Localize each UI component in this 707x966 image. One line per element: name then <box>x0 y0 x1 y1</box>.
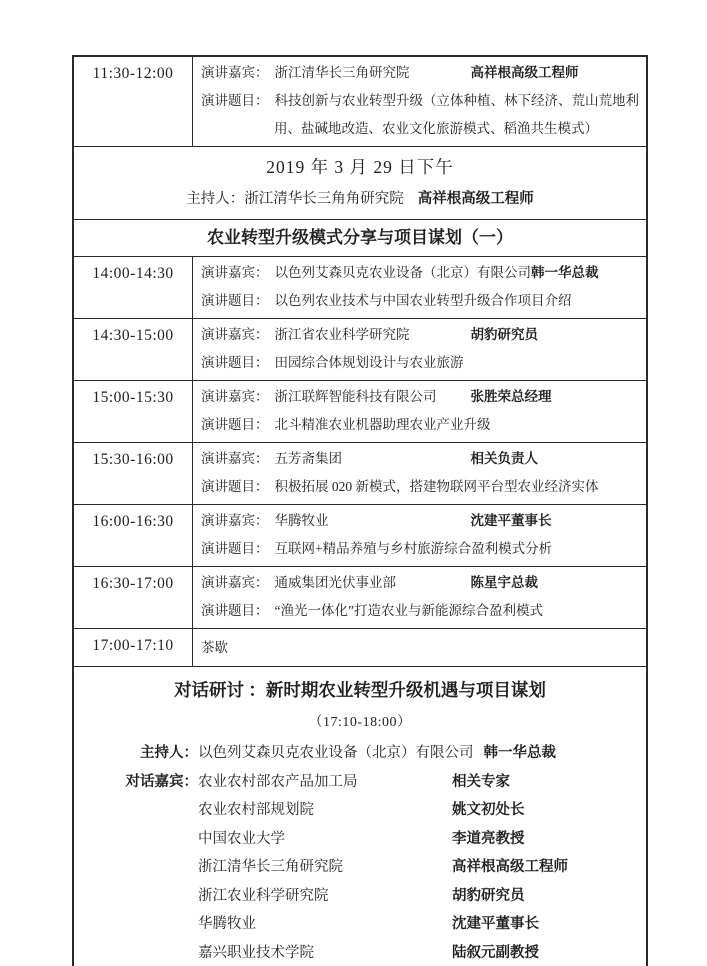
dialogue-host-label: 主持人： <box>140 745 198 761</box>
guest-org: 中国农业大学 <box>198 830 285 847</box>
section-title: 农业转型升级模式分享与项目谋划（一） <box>74 220 646 257</box>
speaker-org: 浙江联辉智能科技有限公司 <box>274 389 437 404</box>
guest-name: 姚文初处长 <box>452 802 525 818</box>
dialogue-guest-line <box>74 768 646 797</box>
speaker-name: 相关负责人 <box>470 451 538 466</box>
topic-text: 科技创新与农业转型升级（立体种植、林下经济、荒山荒地利用、盐碱地改造、农业文化旅游模式、稻渔共生模式） <box>274 93 639 136</box>
speaker-org: 以色列艾森贝克农业设备（北京）有限公司 <box>274 265 531 280</box>
speaker-name: 韩一华总裁 <box>531 265 599 280</box>
topic-label: 演讲题目： <box>201 541 269 556</box>
speaker-label: 演讲嘉宾： <box>201 327 269 342</box>
guest-name: 李道亮教授 <box>452 830 525 847</box>
host-org: 浙江清华长三角角研究院 <box>244 191 404 207</box>
guest-org: 农业农村部农产品加工局 <box>198 773 358 790</box>
topic-label: 演讲题目： <box>201 417 269 432</box>
session-details <box>193 443 646 504</box>
dialogue-guest-line <box>74 882 646 911</box>
topic-text: “渔光一体化”打造农业与新能源综合盈利模式 <box>274 603 543 618</box>
speaker-line <box>201 445 640 473</box>
speaker-org: 浙江清华长三角研究院 <box>274 65 410 80</box>
topic-line <box>201 349 640 377</box>
speaker-label: 演讲嘉宾： <box>201 265 269 280</box>
tea-break-row <box>74 629 646 667</box>
topic-text: 积极拓展 020 新模式，搭建物联网平台型农业经济实体 <box>274 479 599 494</box>
speaker-org: 华腾牧业 <box>274 513 329 528</box>
session-time: 15:30-16:00 <box>74 443 193 504</box>
guest-name: 陆叙元副教授 <box>452 944 539 961</box>
speaker-line <box>201 507 640 535</box>
afternoon-header <box>74 147 646 220</box>
speaker-org: 浙江省农业科学研究院 <box>274 327 410 342</box>
guest-name: 胡豹研究员 <box>452 887 525 904</box>
speaker-line <box>201 321 640 349</box>
tea-break-label: 茶歇 <box>201 640 228 655</box>
speaker-name: 沈建平董事长 <box>470 513 552 528</box>
speaker-label: 演讲嘉宾： <box>201 389 269 404</box>
session-details <box>193 381 646 442</box>
agenda-table <box>72 55 648 966</box>
speaker-name: 胡豹研究员 <box>470 327 538 342</box>
guest-name: 相关专家 <box>452 773 510 790</box>
session-row <box>74 443 646 505</box>
speaker-org: 通威集团光伏事业部 <box>274 575 396 590</box>
session-time: 16:30-17:00 <box>74 567 193 628</box>
dialogue-guest-line <box>74 796 646 825</box>
speaker-line <box>201 569 640 597</box>
topic-text: 以色列农业技术与中国农业转型升级合作项目介绍 <box>274 293 572 308</box>
topic-label: 演讲题目： <box>201 479 269 494</box>
session-time: 17:00-17:10 <box>74 629 193 666</box>
speaker-line <box>201 59 640 87</box>
session-details <box>193 629 646 666</box>
topic-text: 互联网+精品养殖与乡村旅游综合盈利模式分析 <box>274 541 553 556</box>
session-details <box>193 567 646 628</box>
dialogue-guest-line <box>74 910 646 939</box>
guest-org: 华腾牧业 <box>198 916 256 932</box>
topic-label: 演讲题目： <box>201 355 269 370</box>
topic-label: 演讲题目： <box>201 93 269 108</box>
speaker-line <box>201 383 640 411</box>
session-row <box>74 257 646 319</box>
host-label: 主持人： <box>186 191 245 207</box>
dialogue-panel <box>74 667 646 966</box>
dialogue-host-line <box>74 739 646 768</box>
speaker-name: 陈星宇总裁 <box>470 575 538 590</box>
guest-org: 浙江清华长三角研究院 <box>198 859 343 875</box>
session-details <box>193 257 646 318</box>
guest-org: 嘉兴职业技术学院 <box>198 944 314 961</box>
topic-line <box>201 597 640 625</box>
speaker-name: 张胜荣总经理 <box>470 389 552 404</box>
topic-line <box>201 411 640 439</box>
topic-line <box>201 287 640 315</box>
topic-label: 演讲题目： <box>201 603 269 618</box>
guest-name: 沈建平董事长 <box>452 916 539 932</box>
dialogue-guest-line <box>74 939 646 966</box>
topic-line <box>201 473 640 501</box>
session-details <box>193 319 646 380</box>
session-time: 16:00-16:30 <box>74 505 193 566</box>
session-row <box>74 505 646 567</box>
session-row <box>74 381 646 443</box>
topic-line <box>201 87 640 143</box>
host-line <box>74 184 646 215</box>
session-row <box>74 567 646 629</box>
session-row-morning <box>74 57 646 147</box>
session-time: 14:30-15:00 <box>74 319 193 380</box>
speaker-name: 高祥根高级工程师 <box>470 65 579 80</box>
session-time: 11:30-12:00 <box>74 57 193 146</box>
dialogue-guest-line <box>74 853 646 882</box>
session-time: 14:00-14:30 <box>74 257 193 318</box>
topic-line <box>201 535 640 563</box>
session-row <box>74 319 646 381</box>
speaker-label: 演讲嘉宾： <box>201 65 269 80</box>
session-details <box>193 505 646 566</box>
host-name: 高祥根高级工程师 <box>417 191 534 207</box>
speaker-label: 演讲嘉宾： <box>201 513 269 528</box>
speaker-label: 演讲嘉宾： <box>201 575 269 590</box>
date-heading: 2019 年 3 月 29 日下午 <box>266 157 454 177</box>
session-details <box>193 57 646 146</box>
topic-label: 演讲题目： <box>201 293 269 308</box>
dialogue-guests-label: 对话嘉宾： <box>125 773 198 790</box>
topic-text: 北斗精准农业机器助理农业产业升级 <box>274 417 491 432</box>
dialogue-guest-line <box>74 825 646 854</box>
speaker-label: 演讲嘉宾： <box>201 451 269 466</box>
guest-org: 浙江农业科学研究院 <box>198 887 329 904</box>
session-time: 15:00-15:30 <box>74 381 193 442</box>
dialogue-host-org: 以色列艾森贝克农业设备（北京）有限公司 <box>198 745 474 761</box>
topic-text: 田园综合体规划设计与农业旅游 <box>274 355 464 370</box>
guest-org: 农业农村部规划院 <box>198 802 314 818</box>
dialogue-host-name: 韩一华总裁 <box>483 745 556 761</box>
dialogue-title: 对话研讨 ：新时期农业转型升级机遇与项目谋划 <box>174 680 546 700</box>
speaker-org: 五芳斋集团 <box>274 451 342 466</box>
speaker-line <box>201 259 640 287</box>
guest-name: 高祥根高级工程师 <box>452 859 568 875</box>
dialogue-time: （17:10-18:00） <box>308 715 412 730</box>
